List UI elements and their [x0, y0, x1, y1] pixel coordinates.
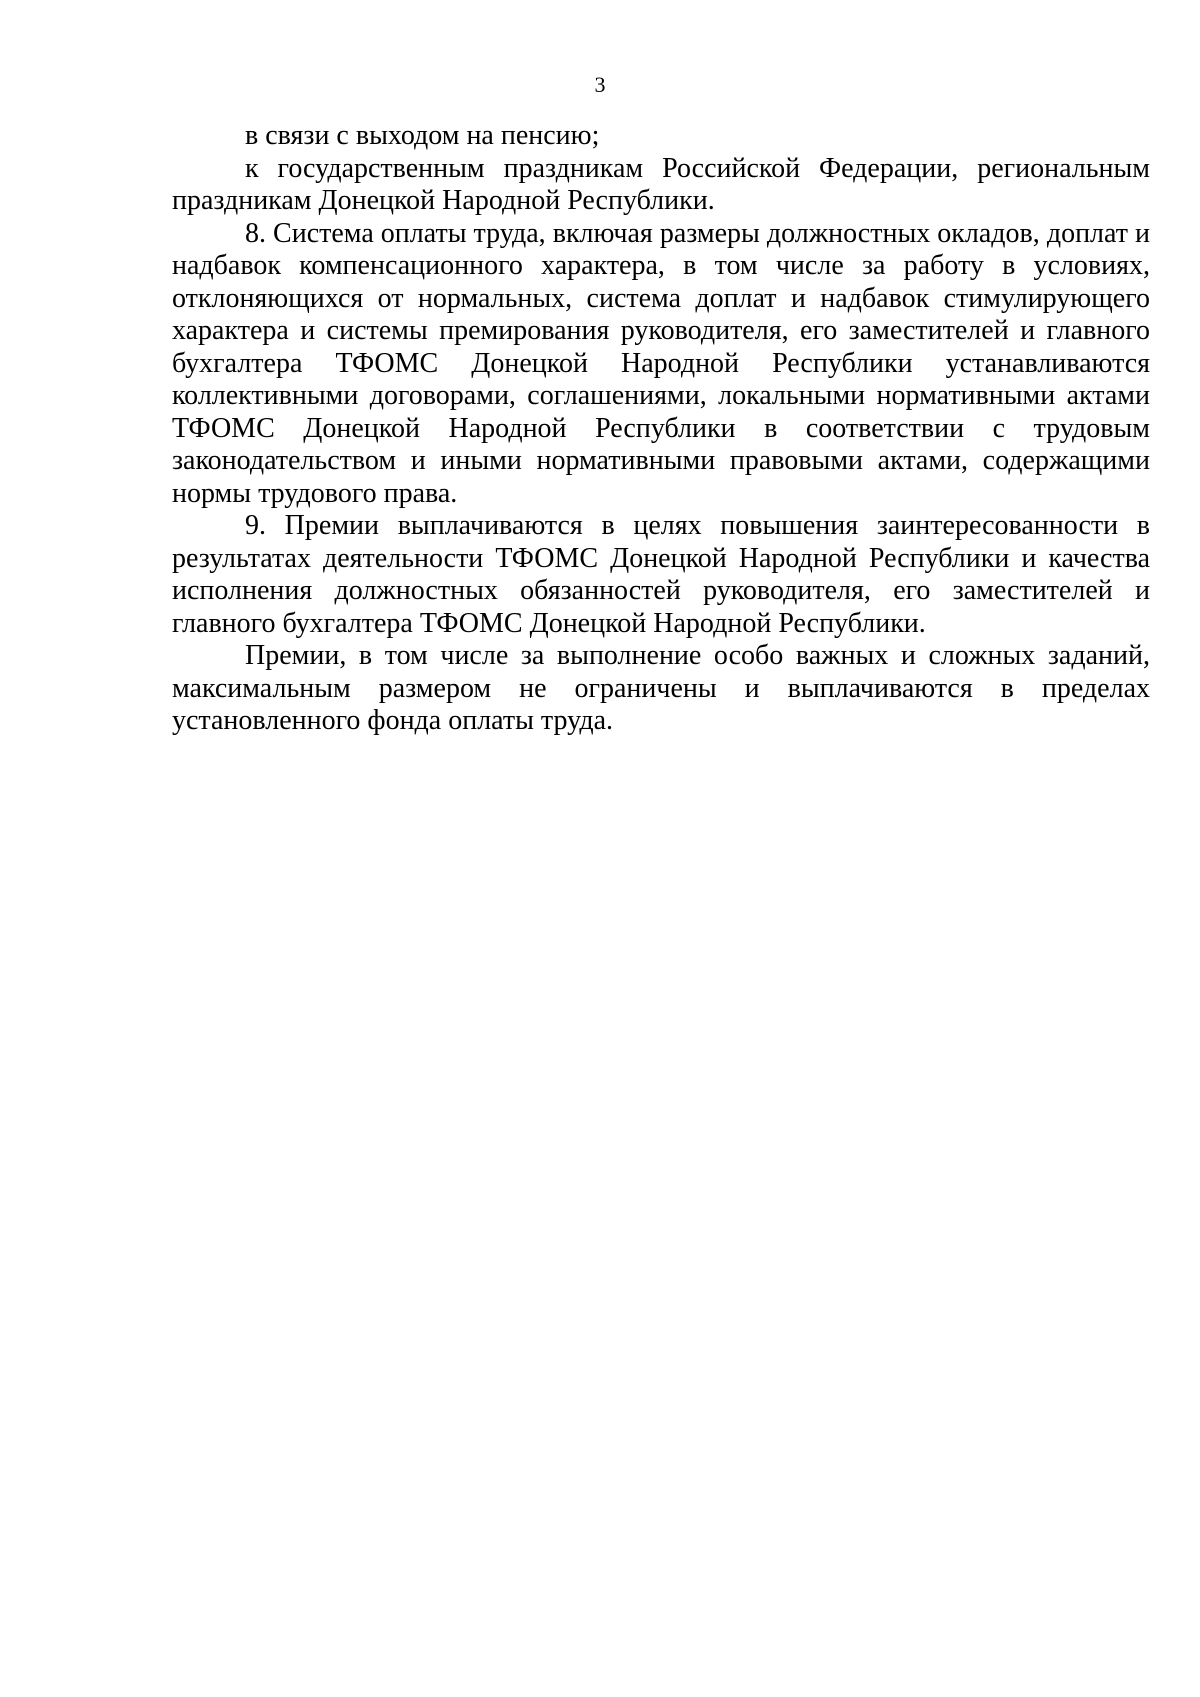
paragraph-holidays: к государственным праздникам Российской Федерации, региональным праздникам Донецкой Народной Республики. — [172, 152, 1150, 216]
paragraph-bonus-limits: Премии, в том числе за выполнение особо важных и сложных заданий, максимальным размером не ограничены и выплачиваются в пределах установленного фонда оплаты труда. — [172, 640, 1150, 736]
document-body — [172, 120, 1150, 738]
page-number: 3 — [594, 72, 606, 97]
paragraph-item-8-pay-system: 8. Система оплаты труда, включая размеры должностных окладов, доплат и надбавок компенсационного характера, в том числе за работу в условиях, отклоняющихся от нормальных, система доплат и надбавок стимулирующего характера и системы премирования руководителя, его заместителей и главного бухгалтера ТФОМС Донецкой Народной Республики устанавливаются коллективными договорами, соглашениями, локальными нормативными актами ТФОМС Донецкой Народной Республики в соответствии с трудовым законодательством и иными нормативными правовыми актами, содержащими нормы трудового права. — [172, 217, 1150, 509]
paragraph-retirement: в связи с выходом на пенсию; — [245, 120, 600, 151]
paragraph-item-9-bonuses: 9. Премии выплачиваются в целях повышения заинтересованности в результатах деятельности ТФОМС Донецкой Народной Республики и качества исполнения должностных обязанностей руководителя, его заместителей и главного бухгалтера ТФОМС Донецкой Народной Республики. — [172, 510, 1150, 639]
